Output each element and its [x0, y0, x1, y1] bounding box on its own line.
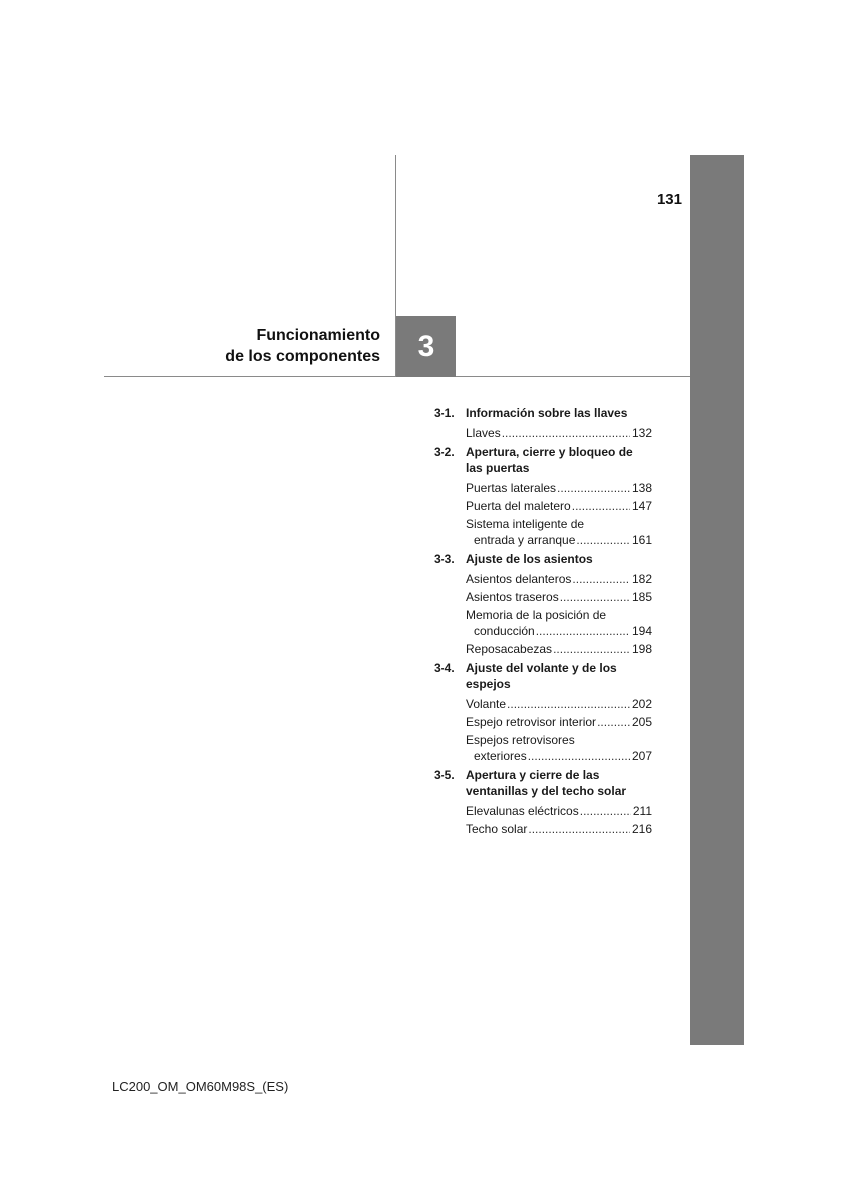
toc-section-title: Ajuste del volante y de los espejos [466, 661, 617, 691]
toc-entry-page: 138 [631, 481, 652, 495]
toc-entry[interactable] [466, 641, 652, 657]
toc-entry-page: 161 [631, 533, 652, 547]
chapter-side-tab [690, 155, 744, 1045]
toc-entry-page: 211 [632, 804, 652, 818]
toc-entry-page: 205 [631, 715, 652, 729]
dot-leader [528, 821, 630, 837]
toc-entry[interactable] [466, 803, 652, 819]
dot-leader [572, 498, 630, 514]
toc-entry-label: Asientos delanteros [466, 572, 572, 586]
toc-entry-label: Volante [466, 697, 507, 711]
dot-leader [576, 532, 630, 548]
toc-entry-page: 202 [631, 697, 652, 711]
toc-entry[interactable] [466, 571, 652, 587]
toc-entry[interactable] [466, 480, 652, 496]
toc-section-number: 3-1. [434, 406, 455, 420]
toc-section-heading [434, 444, 654, 476]
toc-entry[interactable] [466, 589, 652, 605]
toc-entry-page: 194 [631, 624, 652, 638]
toc-section-heading [434, 767, 654, 799]
toc-section-number: 3-4. [434, 661, 455, 675]
toc-entry-page: 182 [631, 572, 652, 586]
toc-entry-label: Asientos traseros [466, 590, 559, 604]
toc-section-title: Información sobre las llaves [466, 406, 628, 420]
toc-entry-label: Elevalunas eléctricos [466, 804, 579, 818]
dot-leader [502, 425, 630, 441]
toc-entry-page: 207 [631, 749, 652, 763]
toc-entry-label: conducción [474, 624, 535, 638]
toc-section-title: Apertura y cierre de las ventanillas y del techo solar [466, 768, 627, 798]
toc-section [434, 405, 654, 441]
toc-section-title: Ajuste de los asientos [466, 552, 593, 566]
dot-leader [572, 571, 630, 587]
toc-entry-label-line1: Espejos retrovisores [466, 733, 575, 747]
toc-section [434, 444, 654, 548]
toc-entry[interactable] [466, 607, 652, 639]
table-of-contents [434, 405, 654, 840]
toc-section-number: 3-5. [434, 768, 455, 782]
toc-entry-label-line1: Sistema inteligente de [466, 517, 585, 531]
dot-leader [528, 748, 630, 764]
chapter-number-box: 3 [396, 316, 456, 377]
toc-section [434, 551, 654, 657]
dot-leader [597, 714, 630, 730]
dot-leader [507, 696, 630, 712]
chapter-title [160, 325, 380, 367]
toc-entry[interactable] [466, 732, 652, 764]
toc-entry[interactable] [466, 696, 652, 712]
toc-section-heading [434, 660, 654, 692]
toc-section [434, 767, 654, 837]
toc-entry-page: 185 [631, 590, 652, 604]
toc-entry-label: exteriores [474, 749, 527, 763]
document-code: LC200_OM_OM60M98S_(ES) [112, 1079, 289, 1094]
toc-entry[interactable] [466, 425, 652, 441]
toc-entry[interactable] [466, 516, 652, 548]
dot-leader [553, 641, 630, 657]
toc-section [434, 660, 654, 764]
toc-entry[interactable] [466, 821, 652, 837]
chapter-title-line2: de los componentes [225, 348, 380, 365]
dot-leader [560, 589, 630, 605]
dot-leader [580, 803, 631, 819]
toc-entry[interactable] [466, 714, 652, 730]
page-number: 131 [656, 191, 682, 208]
chapter-title-line1: Funcionamiento [256, 327, 380, 344]
toc-entry[interactable] [466, 498, 652, 514]
toc-entry-page: 132 [631, 426, 652, 440]
toc-section-heading [434, 405, 654, 421]
dot-leader [557, 480, 630, 496]
toc-entry-label-line1: Memoria de la posición de [466, 608, 607, 622]
toc-section-heading [434, 551, 654, 567]
toc-entry-label: Puerta del maletero [466, 499, 571, 513]
toc-entry-label: Llaves [466, 426, 501, 440]
dot-leader [536, 623, 630, 639]
toc-entry-page: 198 [631, 642, 652, 656]
toc-entry-label: entrada y arranque [474, 533, 576, 547]
toc-section-title: Apertura, cierre y bloqueo de las puertas [466, 445, 633, 475]
toc-section-number: 3-3. [434, 552, 455, 566]
toc-entry-label: Techo solar [466, 822, 528, 836]
toc-entry-page: 147 [631, 499, 652, 513]
toc-entry-page: 216 [631, 822, 652, 836]
toc-entry-label: Reposacabezas [466, 642, 553, 656]
toc-section-number: 3-2. [434, 445, 455, 459]
toc-entry-label: Espejo retrovisor interior [466, 715, 597, 729]
toc-entry-label: Puertas laterales [466, 481, 557, 495]
